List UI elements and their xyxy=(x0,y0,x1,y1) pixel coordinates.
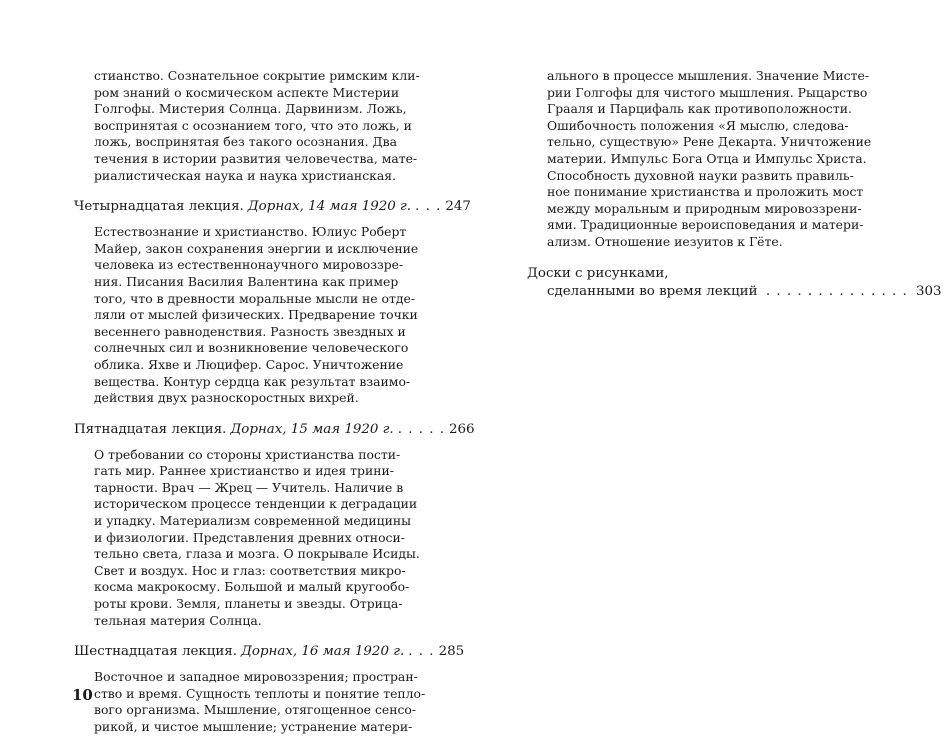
page-number: 10 xyxy=(72,686,93,704)
text-line: Способность духовной науки развить правиль- xyxy=(547,167,854,183)
text-line: и упадку. Материализм современной медицины xyxy=(94,513,411,529)
right-column xyxy=(527,68,942,301)
text-line: Естествознание и христианство. Юлиус Роберт xyxy=(94,224,407,240)
drawings-entry xyxy=(527,265,942,301)
text-line: ализм. Отношение иезуитов к Гёте. xyxy=(547,233,783,249)
text-line: весеннего равноденствия. Разность звездных и xyxy=(94,323,406,339)
text-line: течения в истории развития человечества, мате- xyxy=(94,150,418,166)
text-line: ром знаний о космическом аспекте Мистерии xyxy=(94,84,400,100)
text-line: между моральным и природным мировоззрени- xyxy=(547,200,862,216)
text-line: Голгофы. Мистерия Солнца. Дарвинизм. Ложь, xyxy=(94,101,407,117)
text-line: тельно, существую» Рене Декарта. Уничтожение xyxy=(547,134,872,150)
text-line: ляли от мыслей физических. Предварение точки xyxy=(94,307,418,323)
text-line: О требовании со стороны христианства пости- xyxy=(94,446,401,462)
lecture-summary xyxy=(74,446,420,630)
text-line: вого организма. Мышление, отягощенное сенсо- xyxy=(94,702,417,718)
text-line: материи. Импульс Бога Отца и Импульс Христа. xyxy=(547,150,867,166)
text-line: Свет и воздух. Нос и глаз: соответствия микро- xyxy=(94,562,406,578)
text-line: Майер, закон сохранения энергии и исключение xyxy=(94,240,419,256)
drawings-subtitle: сделанными во время лекций xyxy=(547,283,758,299)
text-line: того, что в древности моральные мысли не отде- xyxy=(94,290,416,306)
lecture-place-date: Дорнах, 15 мая 1920 г. xyxy=(230,421,394,437)
text-line: солнечных сил и возникновение человеческого xyxy=(94,340,409,356)
lecture-place-date: Дорнах, 14 мая 1920 г. xyxy=(247,199,412,215)
drawings-page: 303 xyxy=(916,283,942,299)
text-line: косма макрокосму. Большой и малый кругообо- xyxy=(94,579,410,595)
text-line: рикой, и чистое мышление; устранение матери- xyxy=(94,719,413,734)
text-line: тельная материя Солнца. xyxy=(94,612,262,628)
text-line: тельно света, глаза и мозга. О покрывале Исиды. xyxy=(94,546,420,562)
text-line: вещества. Контур сердца как результат взаимо- xyxy=(94,373,411,389)
drawings-subtitle-line xyxy=(527,283,942,301)
text-line: роты крови. Земля, планеты и звезды. Отрица- xyxy=(94,596,403,612)
lecture-title: Шестнадцатая лекция. xyxy=(74,644,237,660)
left-column xyxy=(74,68,475,736)
text-line: и физиологии. Представления древних относи- xyxy=(94,529,405,545)
text-line: ния. Писания Василия Валентина как пример xyxy=(94,273,399,289)
lecture-page: 247 xyxy=(445,199,471,215)
text-line: действия двух разноскоростных вихрей. xyxy=(94,390,359,406)
lecture-page: 266 xyxy=(449,421,475,437)
intro-text xyxy=(74,68,420,184)
lecture-entries xyxy=(74,198,475,735)
lecture-title: Четырнадцатая лекция. xyxy=(74,199,244,215)
text-line: человека из естественнонаучного мировоззре- xyxy=(94,257,404,273)
drawings-dots: . . . . . . . . . . . . . . xyxy=(765,283,908,299)
leader-dots: . . . xyxy=(408,644,435,660)
leader-dots: . . . xyxy=(415,199,442,215)
text-line: гать мир. Раннее христианство и идея трини- xyxy=(94,463,394,479)
text-line: ство и время. Сущность теплоты и понятие тепло- xyxy=(94,685,426,701)
lecture-heading xyxy=(74,643,465,661)
lecture-heading xyxy=(74,198,471,216)
lecture-page: 285 xyxy=(438,644,465,660)
text-line: риалистическая наука и наука христианская. xyxy=(94,167,397,183)
text-line: рии Голгофы для чистого мышления. Рыцарство xyxy=(547,84,868,100)
drawings-title: Доски с рисунками, xyxy=(527,265,669,281)
text-line: ложь, воспринятая без такого осознания. Два xyxy=(94,134,397,150)
text-line: воспринятая с осознанием того, что это ложь, и xyxy=(94,117,412,133)
text-line: историческом процессе тенденции к деградации xyxy=(94,496,418,512)
text-line: облика. Яхве и Люцифер. Сарос. Уничтожение xyxy=(94,356,404,372)
lecture-title: Пятнадцатая лекция. xyxy=(74,421,227,437)
lecture-place-date: Дорнах, 16 мая 1920 г. xyxy=(241,644,405,660)
text-line: ального в процессе мышления. Значение Мисте- xyxy=(547,68,869,83)
text-line: Ошибочность положения «Я мыслю, следова- xyxy=(547,117,849,133)
lecture-summary xyxy=(74,224,419,407)
lecture-summary xyxy=(74,669,426,735)
text-line: ное понимание христианства и проложить мост xyxy=(547,184,864,200)
text-line: стианство. Сознательное сокрытие римским кли- xyxy=(94,68,420,83)
text-line: Грааля и Парцифаль как противоположности. xyxy=(547,101,852,117)
text-line: ями. Традиционные вероисповедания и матери- xyxy=(547,217,864,233)
leader-dots: . . . . . xyxy=(397,421,445,437)
continued-text xyxy=(527,68,872,251)
text-line: тарности. Врач — Жрец — Учитель. Наличие в xyxy=(94,479,404,495)
lecture-heading xyxy=(74,421,475,439)
text-line: Восточное и западное мировоззрения; простран- xyxy=(94,669,418,685)
